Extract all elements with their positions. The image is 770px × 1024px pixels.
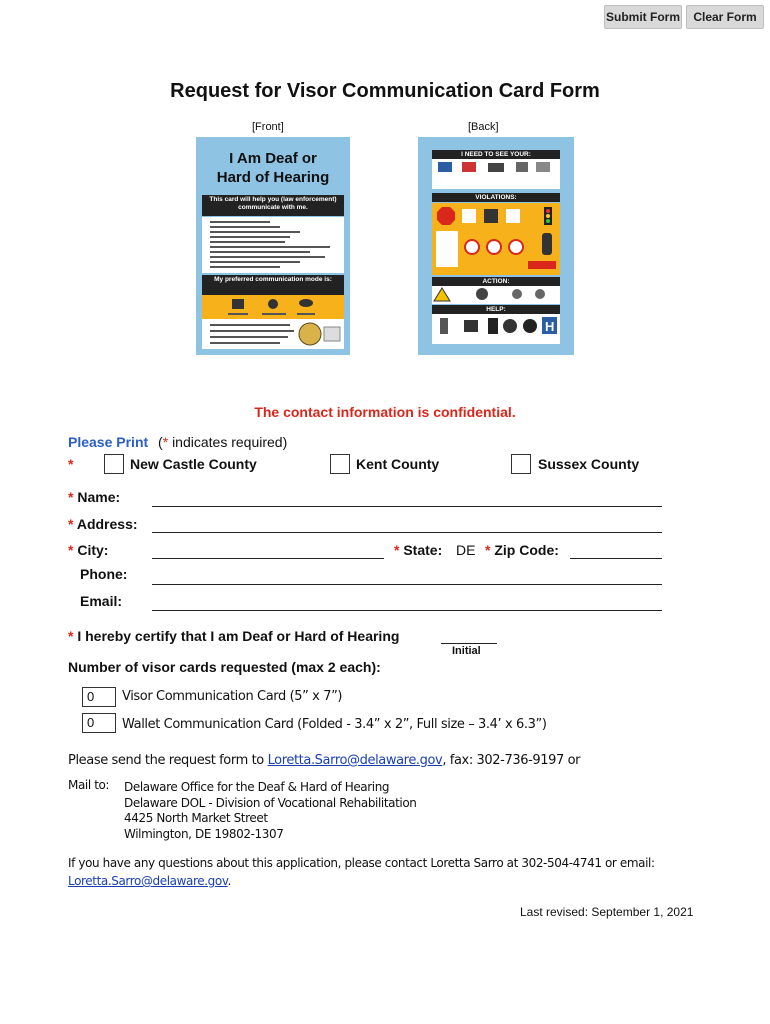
send-text-prefix: Please send the request form to <box>68 753 268 768</box>
kent-county-checkbox[interactable] <box>330 454 350 474</box>
name-label <box>68 489 120 505</box>
city-label <box>68 542 108 558</box>
initial-field[interactable] <box>441 643 497 644</box>
help-icons <box>432 314 560 344</box>
zip-field[interactable] <box>570 558 662 559</box>
state-label-text: State: <box>403 542 443 558</box>
front-card-heading-line1: I Am Deaf or <box>229 150 317 167</box>
required-note-open: ( <box>158 434 163 450</box>
kent-county-label: Kent County <box>356 456 440 472</box>
front-card-footer <box>202 319 344 349</box>
zip-label-text: Zip Code: <box>494 542 559 558</box>
wallet-card-quantity[interactable]: 0 <box>82 713 116 733</box>
back-card-action: ACTION: <box>432 277 560 286</box>
num-cards-label: Number of visor cards requested (max 2 each): <box>68 659 381 675</box>
name-field[interactable] <box>152 506 662 507</box>
front-card-heading-line2: Hard of Hearing <box>216 169 330 186</box>
violation-icons <box>432 203 560 275</box>
seal-icon <box>202 319 344 349</box>
wallet-card-label: Wallet Communication Card (Folded - 3.4” x 2”, Full size – 3.4’ x 6.3”) <box>122 717 547 732</box>
certify-text: I hereby certify that I am Deaf or Hard of Hearing <box>77 628 400 644</box>
state-label <box>394 542 442 558</box>
back-card-documents <box>432 159 560 189</box>
mail-address-line: 4425 North Market Street <box>124 811 268 825</box>
back-card-violation-icons <box>432 203 560 275</box>
address-field[interactable] <box>152 532 662 533</box>
sussex-county-checkbox[interactable] <box>511 454 531 474</box>
questions-email-row <box>68 874 231 888</box>
send-email-link[interactable]: Loretta.Sarro@delaware.gov <box>267 753 443 768</box>
city-label-text: City: <box>77 542 109 558</box>
front-card-banner: This card will help you (law enforcement) communicate with me. <box>202 195 344 216</box>
certify-statement <box>68 628 399 644</box>
front-card-image <box>196 137 350 355</box>
state-star: * <box>394 542 400 558</box>
action-icons <box>432 286 560 304</box>
back-card-help: HELP: <box>432 305 560 314</box>
mail-to-label: Mail to: <box>68 778 110 792</box>
address-label-text: Address: <box>76 516 138 532</box>
questions-period: . <box>227 874 232 888</box>
clear-form-button[interactable]: Clear Form <box>686 5 764 29</box>
address-star: * <box>68 516 74 532</box>
send-text-suffix: , fax: 302-736-9197 or <box>442 753 581 768</box>
questions-email-link[interactable]: Loretta.Sarro@delaware.gov <box>68 874 228 888</box>
address-label <box>68 516 138 532</box>
visor-card-label: Visor Communication Card (5” x 7”) <box>122 689 343 704</box>
front-card-preferred: My preferred communication mode is: <box>202 275 344 296</box>
city-star: * <box>68 542 74 558</box>
send-instructions <box>68 753 580 768</box>
zip-star: * <box>485 542 491 558</box>
mail-address <box>124 780 416 842</box>
back-card-image <box>418 137 574 355</box>
city-field[interactable] <box>152 558 384 559</box>
front-card-tips <box>202 217 344 273</box>
name-star: * <box>68 489 74 505</box>
page-title: Request for Visor Communication Card Form <box>170 80 600 102</box>
email-field[interactable] <box>152 610 662 611</box>
questions-text: If you have any questions about this application, please contact Loretta Sarro at 302-504-4741 or email: <box>68 856 655 870</box>
documents-icons <box>432 159 560 189</box>
visor-card-quantity[interactable]: 0 <box>82 687 116 707</box>
confidential-notice: The contact information is confidential. <box>254 404 516 420</box>
back-card-action-icons <box>432 286 560 304</box>
county-required-star: * <box>68 456 74 472</box>
front-card-modes <box>202 295 344 319</box>
new-castle-county-checkbox[interactable] <box>104 454 124 474</box>
please-print-row <box>68 434 287 450</box>
sussex-county-label: Sussex County <box>538 456 640 472</box>
please-print-label: Please Print <box>68 434 149 450</box>
mail-address-line: Delaware Office for the Deaf & Hard of Hearing <box>124 780 390 794</box>
front-card-heading <box>206 149 340 193</box>
mail-address-line: Delaware DOL - Division of Vocational Rehabilitation <box>124 795 417 810</box>
last-revised: Last revised: September 1, 2021 <box>520 905 694 919</box>
initial-label: Initial <box>452 645 481 657</box>
certify-star: * <box>68 628 74 644</box>
new-castle-county-label: New Castle County <box>130 456 257 472</box>
zip-label <box>485 542 559 558</box>
submit-form-button[interactable]: Submit Form <box>604 5 682 29</box>
phone-label: Phone: <box>80 566 128 582</box>
back-card-help-icons <box>432 314 560 344</box>
back-card-violations: VIOLATIONS: <box>432 193 560 202</box>
back-card-need-to-see: I NEED TO SEE YOUR: <box>432 150 560 159</box>
email-label: Email: <box>80 593 123 609</box>
phone-field[interactable] <box>152 584 662 585</box>
state-value: DE <box>456 542 476 558</box>
front-caption: [Front] <box>252 121 284 133</box>
mail-address-line: Wilmington, DE 19802-1307 <box>124 826 284 841</box>
back-caption: [Back] <box>468 121 499 133</box>
communication-mode-icons <box>202 295 344 319</box>
required-note-text: indicates required) <box>172 434 288 450</box>
svg-text:H: H <box>545 319 555 334</box>
name-label-text: Name: <box>77 489 121 505</box>
required-note-star: * <box>162 434 169 450</box>
